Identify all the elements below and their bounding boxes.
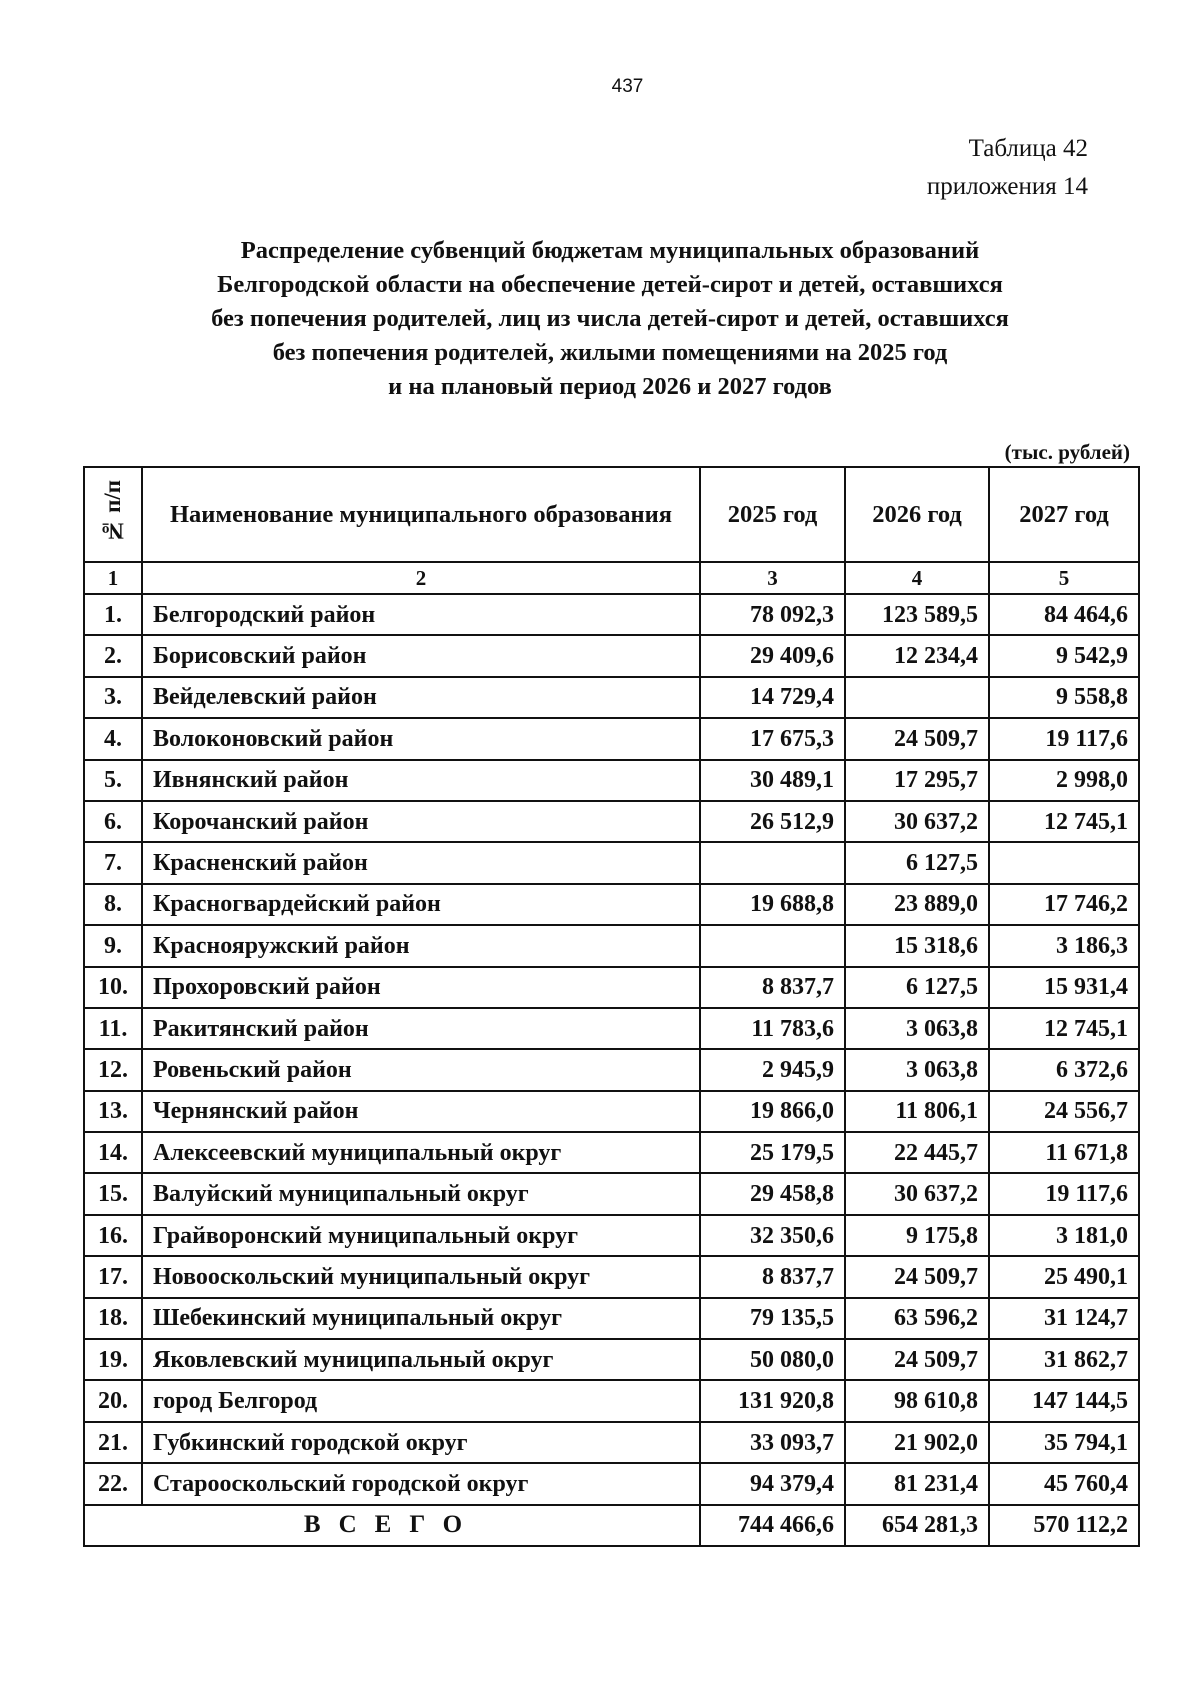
row-number: 16. (84, 1215, 142, 1256)
column-index: 4 (845, 562, 989, 594)
value-2026: 21 902,0 (845, 1422, 989, 1463)
title-line: Распределение субвенций бюджетам муниципальных образований (240, 237, 980, 264)
table-reference-line1: Таблица 42 (968, 135, 1088, 162)
municipality-name: Губкинский городской округ (142, 1422, 700, 1463)
row-number: 21. (84, 1422, 142, 1463)
value-2025: 26 512,9 (700, 801, 845, 842)
total-2026: 654 281,3 (845, 1505, 989, 1546)
column-index: 1 (84, 562, 142, 594)
header-num-label: № п/п (100, 480, 125, 544)
municipality-name: город Белгород (142, 1380, 700, 1421)
value-2025 (700, 925, 845, 966)
value-2026: 22 445,7 (845, 1132, 989, 1173)
table-reference-line2: приложения 14 (926, 173, 1088, 200)
municipality-name: Новооскольский муниципальный округ (142, 1256, 700, 1297)
table-row (84, 1132, 1139, 1173)
value-2025: 11 783,6 (700, 1008, 845, 1049)
header-name: Наименование муниципального образования (142, 467, 700, 562)
row-number: 11. (84, 1008, 142, 1049)
value-2026: 63 596,2 (845, 1298, 989, 1339)
municipality-name: Старооскольский городской округ (142, 1463, 700, 1504)
value-2027: 12 745,1 (989, 801, 1139, 842)
value-2027: 31 124,7 (989, 1298, 1139, 1339)
row-number: 13. (84, 1091, 142, 1132)
table-reference (700, 130, 1088, 206)
table-row (84, 1091, 1139, 1132)
value-2026: 6 127,5 (845, 967, 989, 1008)
municipality-name: Ровеньский район (142, 1049, 700, 1090)
value-2025: 19 866,0 (700, 1091, 845, 1132)
table-row (84, 1298, 1139, 1339)
value-2027: 2 998,0 (989, 760, 1139, 801)
table-row (84, 925, 1139, 966)
municipality-name: Ракитянский район (142, 1008, 700, 1049)
header-2025: 2025 год (700, 467, 845, 562)
value-2025: 94 379,4 (700, 1463, 845, 1504)
table-row (84, 1339, 1139, 1380)
municipality-name: Валуйский муниципальный округ (142, 1173, 700, 1214)
table-row (84, 594, 1139, 635)
value-2026: 24 509,7 (845, 718, 989, 759)
value-2027: 31 862,7 (989, 1339, 1139, 1380)
row-number: 22. (84, 1463, 142, 1504)
value-2027: 9 542,9 (989, 635, 1139, 676)
value-2026: 15 318,6 (845, 925, 989, 966)
value-2025: 32 350,6 (700, 1215, 845, 1256)
value-2026: 81 231,4 (845, 1463, 989, 1504)
row-number: 3. (84, 677, 142, 718)
row-number: 19. (84, 1339, 142, 1380)
value-2027: 17 746,2 (989, 884, 1139, 925)
value-2027 (989, 842, 1139, 883)
municipality-name: Красногвардейский район (142, 884, 700, 925)
table-row (84, 1173, 1139, 1214)
value-2025: 8 837,7 (700, 967, 845, 1008)
municipality-name: Алексеевский муниципальный округ (142, 1132, 700, 1173)
row-number: 8. (84, 884, 142, 925)
value-2026: 9 175,8 (845, 1215, 989, 1256)
column-index: 3 (700, 562, 845, 594)
column-index-row (84, 562, 1139, 594)
row-number: 6. (84, 801, 142, 842)
value-2027: 25 490,1 (989, 1256, 1139, 1297)
value-2025: 2 945,9 (700, 1049, 845, 1090)
total-row (84, 1505, 1139, 1546)
municipality-name: Прохоровский район (142, 967, 700, 1008)
value-2027: 147 144,5 (989, 1380, 1139, 1421)
value-2026: 24 509,7 (845, 1339, 989, 1380)
header-2026: 2026 год (845, 467, 989, 562)
row-number: 15. (84, 1173, 142, 1214)
row-number: 10. (84, 967, 142, 1008)
column-index: 5 (989, 562, 1139, 594)
value-2026: 3 063,8 (845, 1049, 989, 1090)
value-2026: 123 589,5 (845, 594, 989, 635)
value-2027: 35 794,1 (989, 1422, 1139, 1463)
row-number: 2. (84, 635, 142, 676)
municipality-name: Чернянский район (142, 1091, 700, 1132)
value-2027: 6 372,6 (989, 1049, 1139, 1090)
row-number: 9. (84, 925, 142, 966)
value-2026: 30 637,2 (845, 801, 989, 842)
municipality-name: Краснояружский район (142, 925, 700, 966)
value-2025: 8 837,7 (700, 1256, 845, 1297)
value-2025: 29 458,8 (700, 1173, 845, 1214)
row-number: 20. (84, 1380, 142, 1421)
row-number: 7. (84, 842, 142, 883)
total-2025: 744 466,6 (700, 1505, 845, 1546)
value-2027: 3 186,3 (989, 925, 1139, 966)
value-2027: 84 464,6 (989, 594, 1139, 635)
value-2027: 9 558,8 (989, 677, 1139, 718)
value-2025: 79 135,5 (700, 1298, 845, 1339)
municipality-name: Белгородский район (142, 594, 700, 635)
units-note: (тыс. рублей) (1004, 440, 1130, 464)
value-2027: 45 760,4 (989, 1463, 1139, 1504)
municipality-name: Ивнянский район (142, 760, 700, 801)
municipality-name: Волоконовский район (142, 718, 700, 759)
row-number: 4. (84, 718, 142, 759)
row-number: 14. (84, 1132, 142, 1173)
value-2026 (845, 677, 989, 718)
value-2027: 12 745,1 (989, 1008, 1139, 1049)
header-2027: 2027 год (989, 467, 1139, 562)
value-2027: 15 931,4 (989, 967, 1139, 1008)
table-row (84, 1215, 1139, 1256)
value-2026: 17 295,7 (845, 760, 989, 801)
row-number: 17. (84, 1256, 142, 1297)
municipality-name: Красненский район (142, 842, 700, 883)
table-body (84, 594, 1139, 1505)
value-2027: 3 181,0 (989, 1215, 1139, 1256)
table-row (84, 760, 1139, 801)
value-2025: 17 675,3 (700, 718, 845, 759)
value-2026: 3 063,8 (845, 1008, 989, 1049)
table-row (84, 1049, 1139, 1090)
value-2027: 24 556,7 (989, 1091, 1139, 1132)
value-2026: 98 610,8 (845, 1380, 989, 1421)
title-line: Белгородской области на обеспечение детей-сирот и детей, оставшихся (217, 271, 1003, 298)
value-2025: 131 920,8 (700, 1380, 845, 1421)
value-2026: 24 509,7 (845, 1256, 989, 1297)
value-2025 (700, 842, 845, 883)
table-header-row (84, 467, 1139, 562)
row-number: 18. (84, 1298, 142, 1339)
table-row (84, 1008, 1139, 1049)
header-num (84, 467, 142, 562)
value-2025: 14 729,4 (700, 677, 845, 718)
value-2025: 33 093,7 (700, 1422, 845, 1463)
row-number: 5. (84, 760, 142, 801)
table-row (84, 1463, 1139, 1504)
total-label: ВСЕГО (84, 1505, 700, 1546)
value-2026: 6 127,5 (845, 842, 989, 883)
municipality-name: Борисовский район (142, 635, 700, 676)
table-row (84, 718, 1139, 759)
table-row (84, 1380, 1139, 1421)
municipality-name: Шебекинский муниципальный округ (142, 1298, 700, 1339)
municipality-name: Вейделевский район (142, 677, 700, 718)
title-line: без попечения родителей, жилыми помещениями на 2025 год (272, 339, 948, 366)
municipality-name: Корочанский район (142, 801, 700, 842)
value-2025: 50 080,0 (700, 1339, 845, 1380)
value-2025: 78 092,3 (700, 594, 845, 635)
table-row (84, 967, 1139, 1008)
municipality-name: Яковлевский муниципальный округ (142, 1339, 700, 1380)
municipality-name: Грайворонский муниципальный округ (142, 1215, 700, 1256)
title-line: и на плановый период 2026 и 2027 годов (388, 373, 832, 400)
value-2025: 29 409,6 (700, 635, 845, 676)
column-index: 2 (142, 562, 700, 594)
table-row (84, 842, 1139, 883)
table-row (84, 801, 1139, 842)
total-2027: 570 112,2 (989, 1505, 1139, 1546)
table-row (84, 884, 1139, 925)
value-2025: 19 688,8 (700, 884, 845, 925)
value-2027: 19 117,6 (989, 718, 1139, 759)
row-number: 12. (84, 1049, 142, 1090)
value-2026: 30 637,2 (845, 1173, 989, 1214)
table-row (84, 1422, 1139, 1463)
value-2026: 12 234,4 (845, 635, 989, 676)
title-line: без попечения родителей, лиц из числа детей-сирот и детей, оставшихся (211, 305, 1009, 332)
document-title (80, 234, 1140, 404)
value-2026: 11 806,1 (845, 1091, 989, 1132)
value-2025: 30 489,1 (700, 760, 845, 801)
value-2027: 11 671,8 (989, 1132, 1139, 1173)
table-row (84, 1256, 1139, 1297)
subventions-table (83, 466, 1140, 1547)
page-number: 437 (611, 76, 644, 97)
value-2025: 25 179,5 (700, 1132, 845, 1173)
value-2026: 23 889,0 (845, 884, 989, 925)
table-row (84, 635, 1139, 676)
row-number: 1. (84, 594, 142, 635)
table-row (84, 677, 1139, 718)
value-2027: 19 117,6 (989, 1173, 1139, 1214)
